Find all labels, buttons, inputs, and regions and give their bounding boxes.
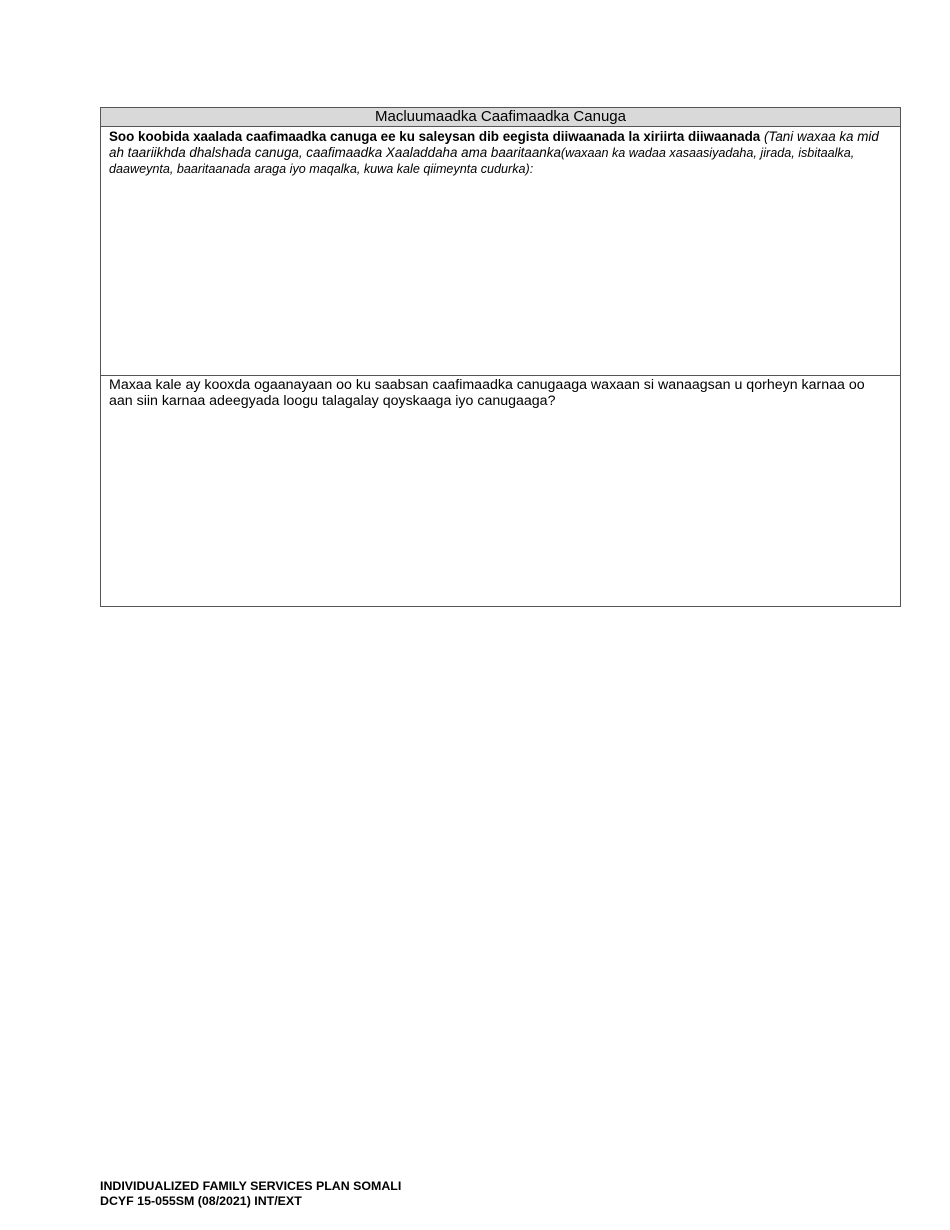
form-title-footer: INDIVIDUALIZED FAMILY SERVICES PLAN SOMALI: [100, 1179, 402, 1193]
health-summary-section[interactable]: [101, 127, 900, 376]
health-summary-note: (Tani waxaa ka mid ah taariikhda dhalshada canuga, caafimaadka Xaaladdaha ama baaritaanka: [109, 129, 879, 160]
form-footer: [100, 1179, 401, 1208]
team-knowledge-section[interactable]: [101, 376, 900, 606]
team-knowledge-prompt: Maxaa kale ay kooxda ogaanayaan oo ku saabsan caafimaadka canugaaga waxaan si wanaagsan u qorheyn karnaa oo aan siin karnaa adeegyada loogu talagalay qoyskaaga iyo canugaaga?: [109, 377, 865, 410]
health-summary-prompt: Soo koobida xaalada caafimaadka canuga ee ku saleysan dib eegista diiwaanada la xiriirta diiwaanada: [109, 129, 761, 144]
child-health-info-table: [100, 107, 901, 607]
health-summary-note-examples: (waxaan ka wadaa xasaasiyadaha, jirada, isbitaalka, daaweynta, baaritaanada araga iyo maqalka, kuwa kale qiimeynta cudurka):: [109, 146, 855, 176]
table-header: Macluumaadka Caafimaadka Canuga: [101, 108, 900, 127]
form-number-footer: DCYF 15-055SM (08/2021) INT/EXT: [100, 1193, 302, 1208]
